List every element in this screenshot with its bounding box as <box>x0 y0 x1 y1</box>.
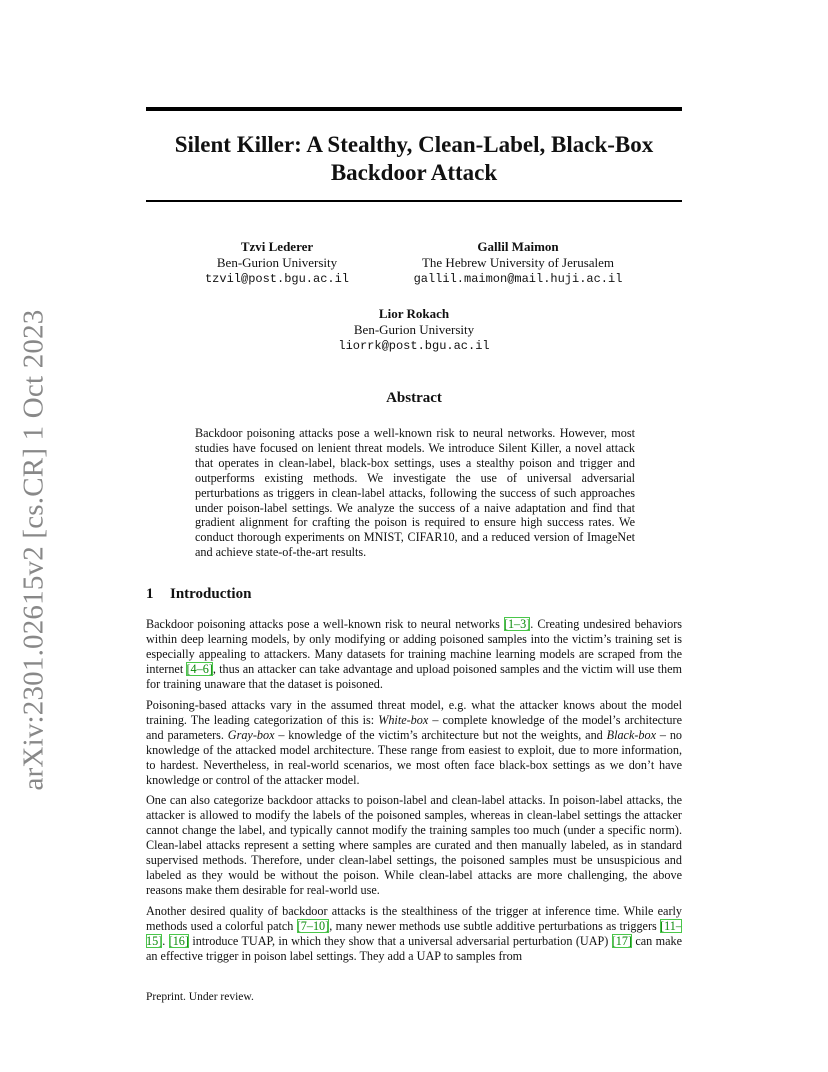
text-run: Poisoning-based attacks vary in the assumed threat model, e.g. what the attacker knows about the model training. The leading categorization of this is: <box>146 697 682 727</box>
paper-title <box>146 131 682 187</box>
text-run: . <box>162 934 169 949</box>
paragraph <box>146 698 682 788</box>
text-run: Backdoor poisoning attacks pose a well-known risk to neural networks <box>146 617 504 631</box>
abstract-heading: Abstract <box>386 390 442 406</box>
text-run: , many newer methods use subtle additive perturbations as triggers <box>329 919 661 934</box>
abstract-text: Backdoor poisoning attacks pose a well-known risk to neural networks. However, most studies have focused on lenient threat models. We introduce Silent Killer, a novel attack that operates in clean-label, black-box settings, uses a stealthy poison and trigger and outperforms existing methods. We investigate the use of universal adversarial perturbations as triggers in clean-label attacks, following the success of such approaches under poison-label settings. We analyze the success of a naive adaptation and find that gradient alignment for crafting the poison is required to ensure high success rates. We conduct thorough experiments on MNIST, CIFAR10, and a reduced version of ImageNet and achieve state-of-the-art results. <box>195 426 635 560</box>
text-run: . Creating undesired behaviors within deep learning models, by only modifying or adding poisoned samples into the victim’s training set is especially appealing to attackers. Many datasets for training machine learning models are scraped from the internet <box>146 617 682 676</box>
author-name: Lior Rokach <box>378 306 450 321</box>
citation-link[interactable]: [1–3] <box>503 617 531 631</box>
paragraph <box>146 617 682 692</box>
author-block <box>147 239 407 287</box>
citation-link[interactable]: [17] <box>611 934 632 949</box>
emphasis: Gray-box <box>227 727 275 742</box>
text-run: can make an effective trigger in poison label settings. They add a UAP to samples from <box>146 934 683 964</box>
author-name: Gallil Maimon <box>477 239 559 254</box>
text-run: introduce TUAP, in which they show that a universal adversarial perturbation (UAP) <box>188 934 612 949</box>
author-affiliation: Ben-Gurion University <box>216 255 338 270</box>
section-title: Introduction <box>170 586 252 602</box>
text-run: , thus an attacker can take advantage and upload poisoned samples and the victim will use them for training unaware that the dataset is poisoned. <box>146 661 682 691</box>
text-run: – knowledge of the victim’s architecture but not the weights, and <box>274 727 607 742</box>
author-affiliation: Ben-Gurion University <box>353 322 475 337</box>
author-email[interactable]: gallil.maimon@mail.huji.ac.il <box>413 272 623 286</box>
author-block <box>284 306 544 354</box>
title-line-2: Backdoor Attack <box>330 160 498 185</box>
author-name: Tzvi Lederer <box>240 239 314 254</box>
text-run: Another desired quality of backdoor attacks is the stealthiness of the trigger at inference time. While early methods used a colorful patch <box>146 904 682 934</box>
citation-link[interactable]: [7–10] <box>296 919 330 934</box>
emphasis: Black-box <box>606 727 657 742</box>
text-run: – complete knowledge of the model’s architecture and parameters. <box>146 712 682 742</box>
emphasis: White-box <box>378 712 429 727</box>
body-text <box>146 617 682 970</box>
arxiv-identifier: arXiv:2301.02615v2 [cs.CR] 1 Oct 2023 <box>17 309 50 791</box>
author-affiliation: The Hebrew University of Jerusalem <box>421 255 615 270</box>
title-line-1: Silent Killer: A Stealthy, Clean-Label, Black-Box <box>174 132 654 157</box>
citation-link[interactable]: [4–6] <box>186 661 213 676</box>
paragraph <box>146 904 682 964</box>
author-block <box>388 239 648 287</box>
paragraph: One can also categorize backdoor attacks to poison-label and clean-label attacks. In poison-label attacks, the attacker is allowed to modify the labels of the poisoned samples, whereas in clean-label settings the attacker cannot change the label, and typically cannot modify the training samples too much (under a specific norm). Clean-label attacks represent a setting where samples are curated and then manually labeled, as in standard supervised methods. Therefore, under clean-label settings, the poisoned samples must be unsuspicious and labeled as they would be without the poison. While clean-label attacks are more challenging, the above reasons make them desirable for real-world use. <box>146 793 682 898</box>
citation-link[interactable]: [11–15] <box>146 919 682 949</box>
text-run: – no knowledge of the attacked model architecture. These range from easiest to exploit, due to more information, to hardest. Nevertheless, in real-world scenarios, we most often face black-box settings as we don’t have knowledge or control of the attacker model. <box>146 727 683 787</box>
section-number: 1 <box>146 586 154 602</box>
page-footer: Preprint. Under review. <box>146 991 254 1003</box>
author-email[interactable]: liorrk@post.bgu.ac.il <box>338 339 490 353</box>
title-rule-top <box>146 107 682 111</box>
section-heading <box>146 586 251 603</box>
citation-link[interactable]: [16] <box>168 934 189 949</box>
title-rule-bottom <box>146 200 682 202</box>
author-email[interactable]: tzvil@post.bgu.ac.il <box>204 272 350 286</box>
